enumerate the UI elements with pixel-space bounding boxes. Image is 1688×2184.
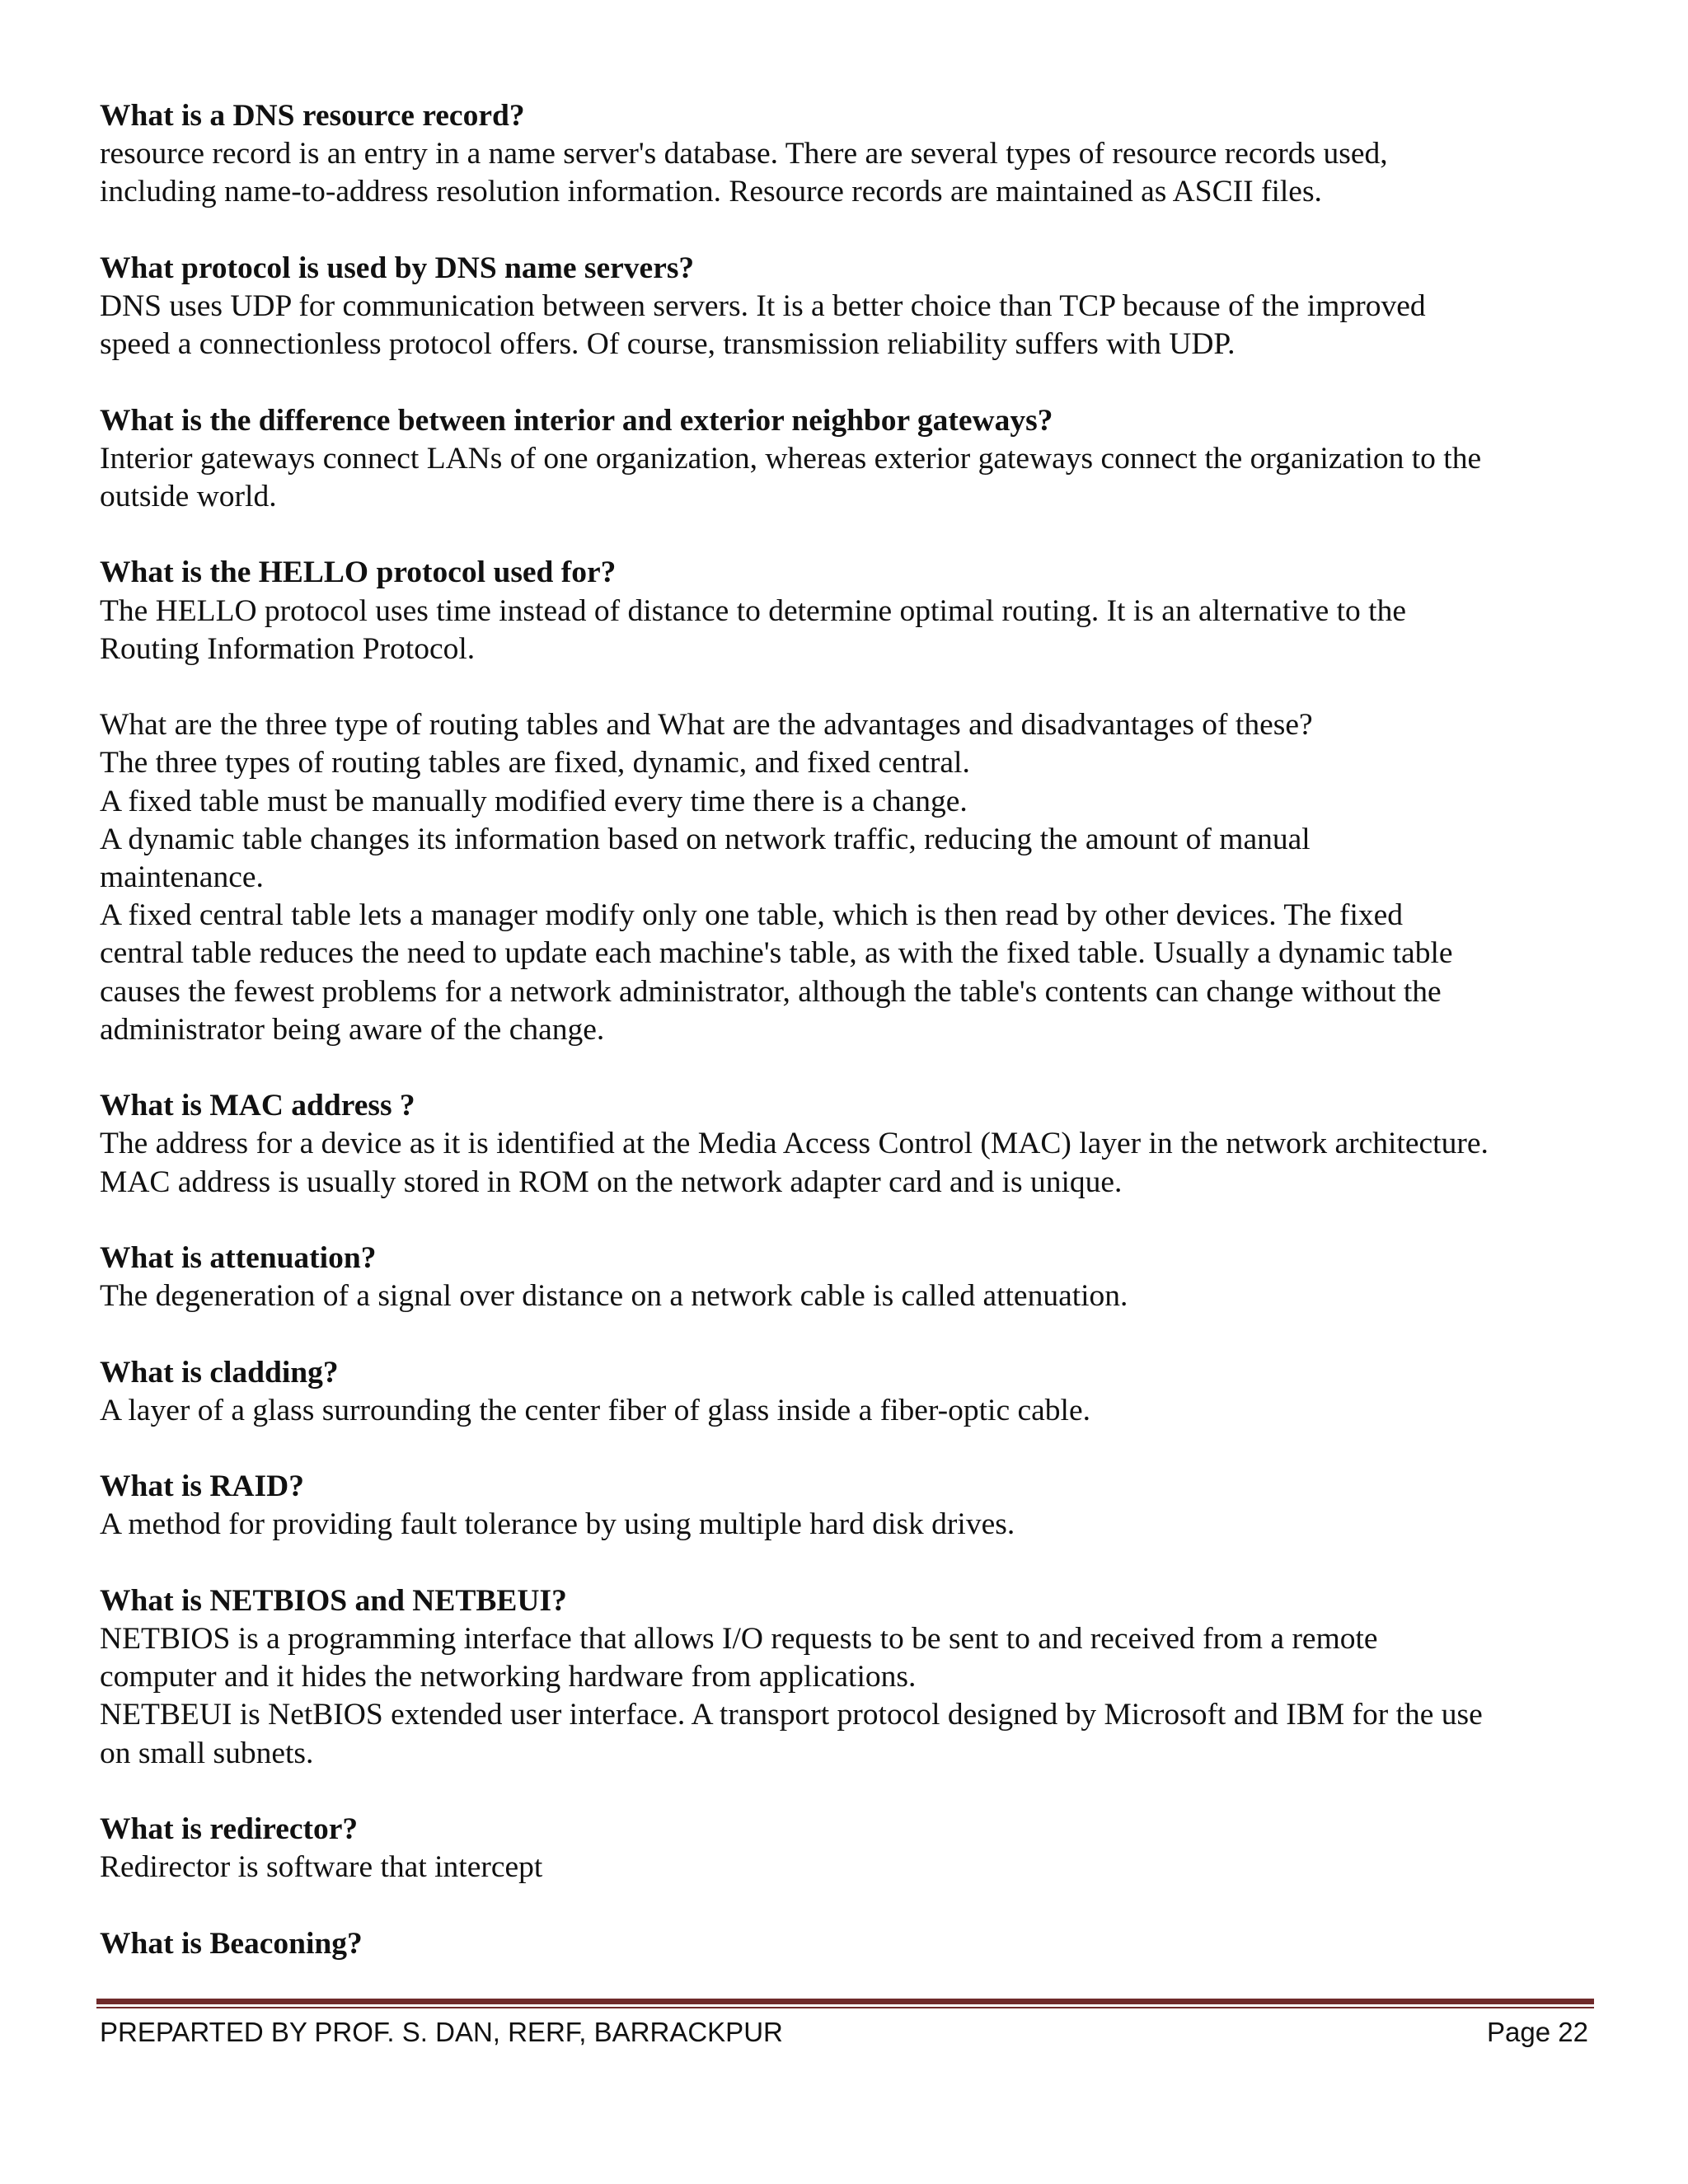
answer-line: A dynamic table changes its information based on network traffic, reducing the amount of manual — [100, 822, 1311, 856]
footer-author: PREPARTED BY PROF. S. DAN, RERF, BARRACKPUR — [100, 2017, 783, 2047]
answer-line: A method for providing fault tolerance by using multiple hard disk drives. — [100, 1507, 1015, 1542]
answer-line: A fixed table must be manually modified every time there is a change. — [100, 784, 968, 818]
question-heading: What are the three type of routing tables and What are the advantages and disadvantages of these? — [100, 708, 1313, 743]
qa-cladding — [100, 1354, 1608, 1430]
answer-line: The address for a device as it is identified at the Media Access Control (MAC) layer in the network architecture. — [100, 1127, 1489, 1161]
answer-line: speed a connectionless protocol offers. Of course, transmission reliability suffers with UDP. — [100, 327, 1236, 362]
answer-line: maintenance. — [100, 860, 264, 894]
question-heading: What is cladding? — [100, 1355, 339, 1390]
question-heading: What is attenuation? — [100, 1241, 377, 1275]
qa-netbios-netbeui — [100, 1582, 1608, 1773]
answer-line: Routing Information Protocol. — [100, 631, 476, 666]
qa-mac-address — [100, 1087, 1608, 1202]
question-heading: What is Beaconing? — [100, 1926, 363, 1961]
answer-line: MAC address is usually stored in ROM on the network adapter card and is unique. — [100, 1165, 1123, 1199]
footer-divider — [96, 1999, 1594, 2010]
qa-attenuation — [100, 1240, 1608, 1315]
answer-line: Redirector is software that intercept — [100, 1850, 543, 1885]
question-heading: What is NETBIOS and NETBEUI? — [100, 1583, 567, 1618]
question-heading: What is RAID? — [100, 1469, 304, 1504]
question-heading: What is redirector? — [100, 1811, 359, 1846]
answer-line: NETBEUI is NetBIOS extended user interface. A transport protocol designed by Microsoft and IBM for the use — [100, 1698, 1483, 1732]
answer-line: central table reduces the need to update each machine's table, as with the fixed table. Usually a dynamic table — [100, 936, 1453, 971]
qa-routing-tables — [100, 706, 1608, 1049]
answer-line: outside world. — [100, 480, 277, 513]
answer-line: A layer of a glass surrounding the center fiber of glass inside a fiber-optic cable. — [100, 1393, 1090, 1427]
document-body — [100, 97, 1608, 2001]
answer-line: on small subnets. — [100, 1736, 314, 1770]
question-heading: What is MAC address ? — [100, 1089, 415, 1123]
answer-line: The HELLO protocol uses time instead of distance to determine optimal routing. It is an alternative to the — [100, 593, 1406, 628]
qa-hello-protocol — [100, 554, 1608, 668]
answer-line: administrator being aware of the change. — [100, 1012, 605, 1047]
answer-line: including name-to-address resolution information. Resource records are maintained as ASCII files. — [100, 175, 1322, 209]
footer-page-number: Page 22 — [1487, 2017, 1588, 2047]
qa-dns-protocol — [100, 250, 1608, 364]
question-heading: What is a DNS resource record? — [100, 99, 525, 133]
answer-line: NETBIOS is a programming interface that allows I/O requests to be sent to and received from a remote — [100, 1621, 1378, 1656]
question-heading: What is the difference between interior and exterior neighbor gateways? — [100, 403, 1053, 438]
answer-line: causes the fewest problems for a network administrator, although the table's contents can change without the — [100, 974, 1442, 1009]
answer-line: computer and it hides the networking hardware from applications. — [100, 1660, 917, 1694]
qa-raid — [100, 1468, 1608, 1544]
footer-divider-thick — [96, 1999, 1594, 2004]
question-heading: What protocol is used by DNS name servers? — [100, 251, 695, 285]
question-heading: What is the HELLO protocol used for? — [100, 555, 617, 590]
footer-divider-thin — [96, 2007, 1594, 2008]
answer-line: Interior gateways connect LANs of one organization, whereas exterior gateways connect the organization to the — [100, 441, 1482, 476]
qa-beaconing — [100, 1925, 1608, 1963]
answer-line: The three types of routing tables are fixed, dynamic, and fixed central. — [100, 746, 970, 780]
answer-line: DNS uses UDP for communication between servers. It is a better choice than TCP because of the improved — [100, 289, 1426, 323]
answer-line: resource record is an entry in a name server's database. There are several types of resource records used, — [100, 137, 1388, 171]
qa-dns-resource-record — [100, 97, 1608, 212]
answer-line: A fixed central table lets a manager modify only one table, which is then read by other devices. The fixed — [100, 898, 1404, 933]
qa-interior-exterior-gateways — [100, 402, 1608, 517]
answer-line: The degeneration of a signal over distance on a network cable is called attenuation. — [100, 1279, 1128, 1314]
qa-redirector — [100, 1811, 1608, 1886]
